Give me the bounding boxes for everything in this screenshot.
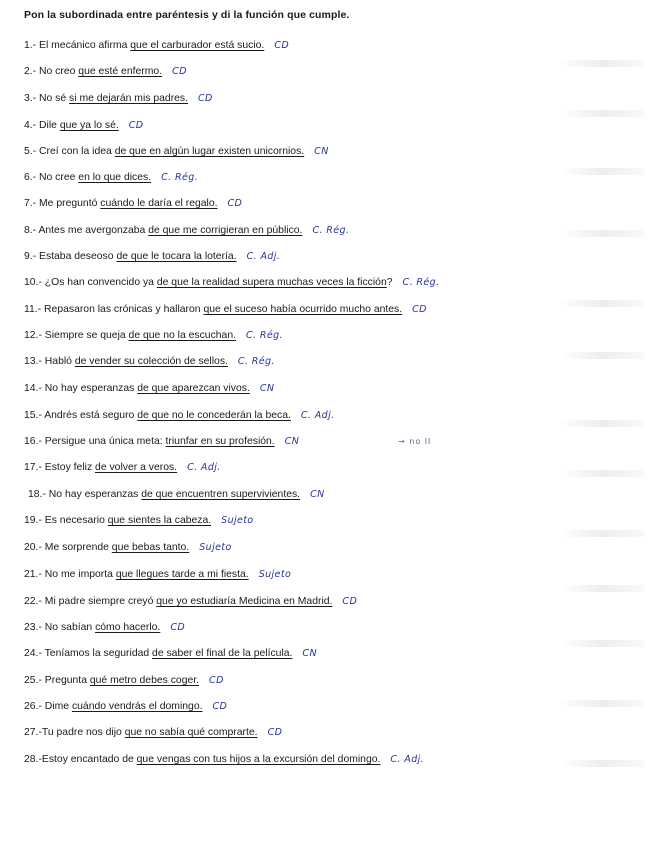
item-number: 5.- [24, 146, 40, 157]
sentence-main-text: Me preguntó [39, 198, 101, 209]
subordinate-clause: que llegues tarde a mi fiesta. [115, 569, 249, 580]
exercise-item [28, 488, 325, 502]
worksheet-title: Pon la subordinada entre paréntesis y di la función que cumple. [24, 9, 350, 21]
exercise-item [24, 541, 232, 555]
bleed-through-mark [560, 640, 645, 647]
exercise-item [24, 700, 227, 714]
exercise-item [24, 435, 299, 449]
bleed-through-mark [560, 420, 645, 427]
handwritten-answer: CD [128, 120, 144, 131]
subordinate-clause: que no sabía qué comprarte. [124, 727, 258, 738]
exercise-item [24, 92, 213, 106]
subordinate-clause: que bebas tanto. [111, 542, 190, 553]
subordinate-clause: en lo que dices. [78, 172, 152, 183]
item-number: 22.- [24, 596, 45, 607]
exercise-item [24, 303, 427, 317]
exercise-item [24, 382, 274, 396]
subordinate-clause: de que me corrigieran en público. [148, 225, 303, 236]
sentence-main-text: No hay esperanzas [48, 489, 142, 500]
sentence-main-text: Tu padre nos dijo [41, 727, 125, 738]
bleed-through-mark [560, 60, 645, 67]
subordinate-clause: de que aparezcan vivos. [137, 383, 250, 394]
bleed-through-mark [560, 110, 645, 117]
item-number: 15.- [24, 410, 45, 421]
sentence-main-text: No sé [39, 93, 70, 104]
sentence-main-text: Estoy encantado de [41, 754, 137, 765]
item-number: 24.- [24, 648, 45, 659]
bleed-through-mark [560, 352, 645, 359]
handwritten-answer: CD [209, 675, 224, 686]
exercise-item [24, 726, 282, 740]
item-number: 2.- [24, 66, 40, 77]
exercise-item [24, 197, 242, 211]
item-number: 1.- [24, 40, 40, 51]
item-number: 3.- [24, 93, 40, 104]
item-number: 20.- [24, 542, 45, 553]
sentence-main-text: No creo [39, 66, 79, 77]
sentence-main-text: No cree [39, 172, 79, 183]
exercise-item [24, 355, 275, 369]
subordinate-clause: que el suceso había ocurrido mucho antes. [203, 304, 403, 315]
item-number: 7.- [24, 198, 40, 209]
item-number: 16.- [24, 436, 45, 447]
bleed-through-mark [560, 230, 645, 237]
exercise-item [24, 647, 317, 661]
item-number: 18.- [28, 489, 49, 500]
exercise-item [24, 171, 198, 185]
sentence-main-text: ¿Os han convencido ya [44, 277, 157, 288]
handwritten-answer: CN [259, 383, 275, 394]
exercise-item [24, 65, 187, 79]
sentence-main-text: Estoy feliz [44, 462, 96, 473]
sentence-main-text: Persigue una única meta: [44, 436, 166, 447]
subordinate-clause: que esté enfermo. [78, 66, 163, 77]
sentence-main-text: Habló [44, 356, 75, 367]
item-number: 12.- [24, 330, 45, 341]
sentence-main-text: No hay esperanzas [44, 383, 138, 394]
handwritten-answer: CN [310, 489, 325, 500]
exercise-item [24, 224, 349, 238]
subordinate-clause: de vender su colección de sellos. [74, 356, 228, 367]
handwritten-answer: Sujeto [221, 515, 254, 526]
handwritten-answer: CD [212, 701, 228, 712]
exercise-item [24, 568, 291, 582]
exercise-item [24, 39, 289, 53]
sentence-main-text: Mi padre siempre creyó [44, 596, 157, 607]
subordinate-clause: de que no la escuchan. [128, 330, 236, 341]
handwritten-answer: CD [274, 40, 290, 51]
subordinate-clause: qué metro debes coger. [89, 675, 200, 686]
handwritten-answer: CD [267, 727, 283, 738]
item-number: 13.- [24, 356, 45, 367]
handwritten-answer: C. Adj. [300, 410, 335, 421]
exercise-item [24, 250, 280, 264]
subordinate-clause: cómo hacerlo. [95, 622, 161, 633]
handwritten-answer: C. Rég. [161, 172, 199, 183]
exercise-item [24, 145, 329, 159]
exercise-item [24, 674, 224, 688]
sentence-main-text: Dime [44, 701, 72, 712]
handwritten-answer: CD [227, 198, 243, 209]
item-number: 6.- [24, 172, 40, 183]
bleed-through-mark [560, 760, 645, 767]
sentence-main-text: Dile [39, 120, 60, 131]
subordinate-clause: que ya lo sé. [59, 120, 119, 131]
item-number: 8.- [24, 225, 39, 236]
bleed-through-mark [560, 168, 645, 175]
exercise-item [24, 753, 424, 767]
subordinate-clause: de que encuentren supervivientes. [141, 489, 301, 500]
sentence-main-text: Siempre se queja [44, 330, 129, 341]
subordinate-clause: de que la realidad supera muchas veces la ficción [156, 277, 387, 288]
item-number: 27.- [24, 727, 42, 738]
subordinate-clause: de volver a veros. [95, 462, 178, 473]
subordinate-clause: de saber el final de la película. [152, 648, 293, 659]
handwritten-answer: CD [198, 93, 213, 104]
sentence-main-text: Antes me avergonzaba [38, 225, 149, 236]
exercise-item [24, 276, 440, 290]
sentence-main-text: No sabían [44, 622, 96, 633]
exercise-item [24, 409, 335, 423]
sentence-end: ? [386, 277, 393, 288]
bleed-through-mark [560, 300, 645, 307]
handwritten-answer: C. Rég. [312, 225, 350, 236]
sentence-main-text: Pregunta [44, 675, 90, 686]
item-number: 14.- [24, 383, 45, 394]
subordinate-clause: de que no le concederán la beca. [137, 410, 291, 421]
item-number: 28.- [24, 754, 42, 765]
item-number: 19.- [24, 515, 45, 526]
item-number: 4.- [24, 120, 40, 131]
item-number: 26.- [24, 701, 45, 712]
handwritten-answer: CN [284, 436, 300, 447]
bleed-through-mark [560, 470, 645, 477]
handwritten-answer: Sujeto [199, 542, 232, 553]
exercise-item [24, 514, 254, 528]
handwritten-answer: CD [170, 622, 186, 633]
handwritten-answer: C. Adj. [390, 754, 425, 765]
handwritten-answer: CN [314, 146, 329, 157]
subordinate-clause: que vengas con tus hijos a la excursión del domingo. [136, 754, 381, 765]
item-number: 11.- [24, 304, 45, 315]
handwritten-answer: C. Rég. [402, 277, 440, 288]
handwritten-answer: CD [342, 596, 358, 607]
bleed-through-mark [560, 585, 645, 592]
sentence-main-text: Me sorprende [44, 542, 112, 553]
handwritten-answer: C. Rég. [246, 330, 283, 341]
handwritten-answer: CN [302, 648, 317, 659]
sentence-main-text: Creí con la idea [39, 146, 115, 157]
subordinate-clause: que yo estudiaría Medicina en Madrid. [156, 596, 333, 607]
subordinate-clause: de que en algún lugar existen unicornios. [114, 146, 305, 157]
handwritten-answer: C. Adj. [246, 251, 281, 262]
subordinate-clause: cuándo le daría el regalo. [100, 198, 218, 209]
item-number: 23.- [24, 622, 45, 633]
sentence-main-text: El mecánico afirma [39, 40, 131, 51]
exercise-item [24, 621, 185, 635]
bleed-through-mark [560, 700, 645, 707]
sentence-main-text: No me importa [44, 569, 116, 580]
handwritten-answer: Sujeto [258, 569, 292, 580]
exercise-item [24, 461, 221, 475]
exercise-item [24, 329, 283, 343]
sentence-main-text: Andrés está seguro [44, 410, 138, 421]
sentence-main-text: Teníamos la seguridad [44, 648, 153, 659]
handwritten-answer: C. Adj. [187, 462, 221, 473]
handwritten-mark: → no ll [398, 437, 432, 446]
subordinate-clause: de que le tocara la lotería. [116, 251, 237, 262]
item-number: 10.- [24, 277, 45, 288]
subordinate-clause: cuándo vendrás el domingo. [71, 701, 203, 712]
subordinate-clause: que el carburador está sucio. [130, 40, 265, 51]
handwritten-answer: C. Rég. [237, 356, 275, 367]
sentence-main-text: Estaba deseoso [39, 251, 117, 262]
item-number: 17.- [24, 462, 45, 473]
sentence-main-text: Repasaron las crónicas y hallaron [44, 304, 204, 315]
item-number: 9.- [24, 251, 40, 262]
item-number: 25.- [24, 675, 45, 686]
subordinate-clause: triunfar en su profesión. [165, 436, 275, 447]
exercise-item [24, 595, 357, 609]
subordinate-clause: que sientes la cabeza. [107, 515, 212, 526]
exercise-item [24, 119, 143, 133]
item-number: 21.- [24, 569, 45, 580]
sentence-main-text: Es necesario [44, 515, 108, 526]
subordinate-clause: si me dejarán mis padres. [69, 93, 189, 104]
handwritten-answer: CD [412, 304, 427, 315]
handwritten-answer: CD [172, 66, 187, 77]
bleed-through-mark [560, 530, 645, 537]
